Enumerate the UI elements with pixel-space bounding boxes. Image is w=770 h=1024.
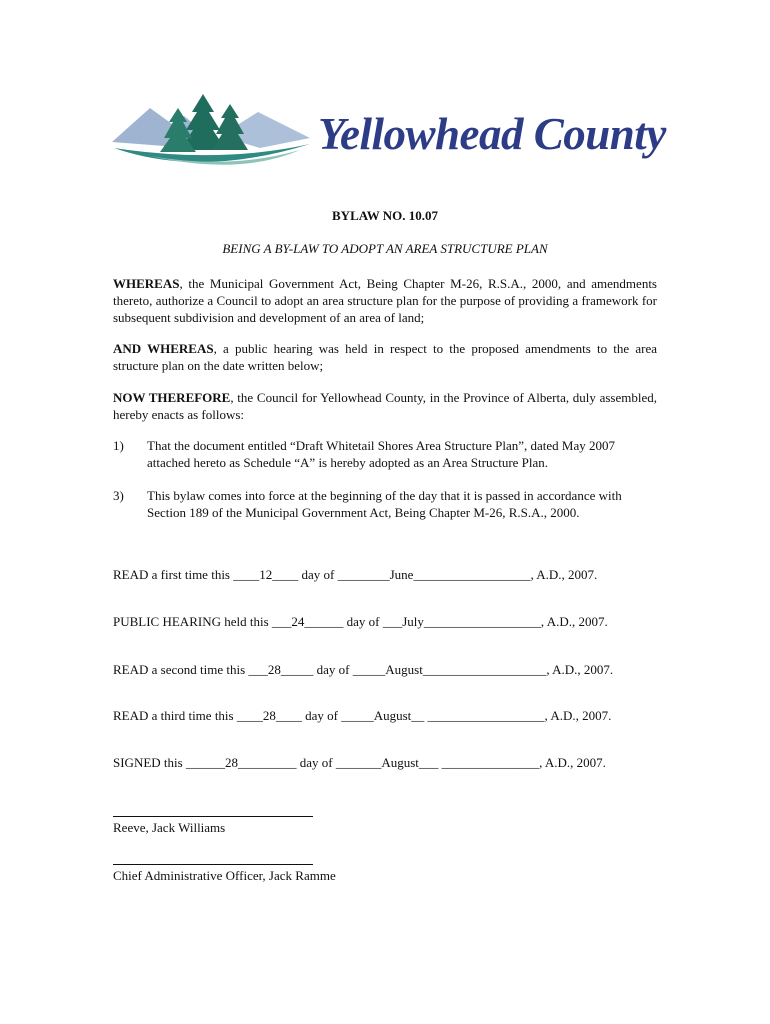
item-text: That the document entitled “Draft Whitetail Shores Area Structure Plan”, dated May 2007 attached hereto as Schedule “A” is hereby adopted as an Area Structure Plan. [147, 438, 615, 470]
item-number: 3) [113, 488, 124, 503]
item-text: This bylaw comes into force at the beginning of the day that it is passed in accordance with Section 189 of the Municipal Government Act, Being Chapter M-26, R.S.A., 2000. [147, 488, 622, 520]
signature-line [113, 864, 313, 865]
clause-whereas [113, 275, 657, 326]
logo-wordmark: Yellowhead County [318, 109, 666, 159]
reading-signed [113, 755, 606, 771]
signature-name-cao: Chief Administrative Officer, Jack Ramme [113, 868, 336, 883]
reading-month: ___July__________________ [382, 614, 541, 629]
reading-suffix: , A.D., 2007. [539, 755, 606, 770]
clause-text: , a public hearing was held in respect to the proposed amendments to the area structure plan on the date written below; [113, 341, 658, 373]
clause-lead: WHEREAS [113, 276, 180, 291]
clause-text: , the Council for Yellowhead County, in the Province of Alberta, duly assembled, hereby enacts as follows: [113, 390, 657, 422]
reading-month: _____August___________________ [352, 662, 547, 677]
clause-and-whereas [113, 340, 657, 374]
reading-mid: day of [343, 614, 383, 629]
reading-prefix: READ a third time this [113, 708, 237, 723]
reading-month: ________June__________________ [337, 567, 531, 582]
reading-mid: day of [298, 567, 338, 582]
clause-lead: AND WHEREAS [113, 341, 214, 356]
bylaw-subtitle: BEING A BY-LAW TO ADOPT AN AREA STRUCTURE PLAN [222, 241, 548, 256]
reading-third [113, 708, 611, 724]
reading-mid: day of [301, 708, 342, 723]
reading-first [113, 567, 597, 583]
reading-prefix: READ a first time this [113, 567, 234, 582]
reading-day: ____28____ [236, 708, 302, 723]
clause-now-therefore [113, 389, 657, 423]
reading-mid: day of [296, 755, 336, 770]
reading-day: ___24______ [271, 614, 344, 629]
item-number: 1) [113, 438, 124, 453]
reading-prefix: SIGNED this [113, 755, 186, 770]
reading-suffix: , A.D., 2007. [530, 567, 598, 582]
clause-text: , the Municipal Government Act, Being Chapter M-26, R.S.A., 2000, and amendments thereto, authorize a Council to adopt an area structure plan for the purpose of providing a framework for subsequent subdivision and development of an area of land; [113, 276, 657, 325]
bylaw-title: BYLAW NO. 10.07 [332, 208, 438, 223]
reading-suffix: , A.D., 2007. [546, 662, 614, 677]
reading-suffix: , A.D., 2007. [544, 708, 612, 723]
reading-mid: day of [313, 662, 353, 677]
reading-day: ___28_____ [248, 662, 314, 677]
clause-lead: NOW THEREFORE [113, 390, 231, 405]
reading-month: _____August__ __________________ [341, 708, 545, 723]
reading-suffix: , A.D., 2007. [540, 614, 608, 629]
reading-day: ______28_________ [185, 755, 297, 770]
reading-prefix: READ a second time this [113, 662, 249, 677]
reading-month: _______August___ _______________ [335, 755, 540, 770]
reading-prefix: PUBLIC HEARING held this [113, 614, 272, 629]
reading-second [113, 662, 613, 678]
signature-line [113, 816, 313, 817]
signature-name-reeve: Reeve, Jack Williams [113, 820, 226, 835]
reading-day: ____12____ [233, 567, 299, 582]
reading-public-hearing [113, 614, 608, 630]
